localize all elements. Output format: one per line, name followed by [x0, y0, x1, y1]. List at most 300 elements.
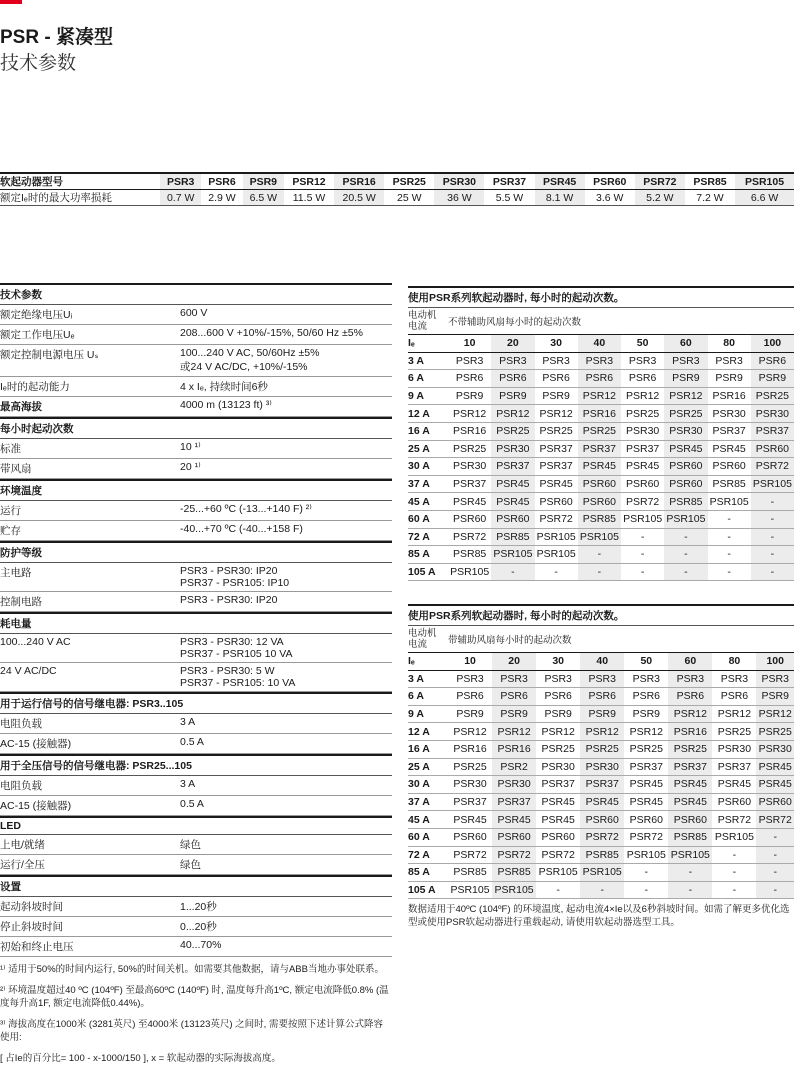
table-row: [408, 440, 794, 458]
parameter-row: [0, 459, 392, 479]
model-cell: PSR45: [536, 793, 580, 811]
model-cell: PSR105: [624, 846, 668, 864]
model-cell: PSR72: [624, 828, 668, 846]
model-cell: PSR45: [491, 475, 534, 493]
model-cell: PSR60: [708, 458, 751, 476]
model-cell: PSR45: [624, 793, 668, 811]
model-cell: -: [621, 528, 664, 546]
parameter-label: 24 V AC/DC: [0, 665, 57, 677]
model-cell: PSR9: [751, 370, 794, 388]
model-cell: PSR6: [492, 688, 536, 706]
parameter-label: 贮存: [0, 525, 21, 537]
model-cell: PSR6: [491, 370, 534, 388]
model-cell: PSR37: [580, 776, 624, 794]
model-cell: PSR72: [492, 846, 536, 864]
motor-current-cell: 12 A: [408, 405, 448, 423]
model-cell: PSR72: [535, 510, 578, 528]
model-cell: PSR6: [580, 688, 624, 706]
model-cell: -: [536, 881, 580, 899]
model-cell: -: [621, 546, 664, 564]
model-cell: PSR12: [492, 723, 536, 741]
motor-current-cell: 60 A: [408, 510, 448, 528]
parameter-label: 运行: [0, 505, 21, 517]
model-cell: PSR3: [580, 670, 624, 688]
parameter-value: 4000 m (13123 ft) ³⁾: [180, 399, 272, 411]
table-footnote: 数据适用于40ºC (104ºF) 的环境温度, 起动电流4×Ie以及6秒斜坡时间。如需了解更多优化选型或使用PSR软起动器进行重载起动, 请使用软起动器选型工具。: [408, 904, 790, 928]
model-cell: PSR25: [491, 422, 534, 440]
model-header: PSR60: [585, 173, 635, 190]
model-cell: PSR85: [492, 864, 536, 882]
brand-accent-bar: [0, 0, 22, 4]
power-loss-cell: 11.5 W: [284, 190, 334, 206]
table-description: 不带辅助风扇每小时的起动次数: [448, 317, 582, 328]
table-row: [408, 405, 794, 423]
power-loss-cell: 25 W: [384, 190, 434, 206]
model-header: PSR3: [160, 173, 201, 190]
parameter-row: [0, 305, 392, 325]
model-cell: -: [624, 864, 668, 882]
model-cell: PSR105: [664, 510, 707, 528]
model-cell: PSR105: [448, 563, 491, 581]
power-loss-cell: 2.9 W: [201, 190, 242, 206]
model-cell: PSR37: [624, 758, 668, 776]
starts-column-header: 40: [580, 653, 624, 670]
parameter-label: 电阻负载: [0, 780, 42, 792]
model-header: PSR6: [201, 173, 242, 190]
model-cell: PSR30: [708, 405, 751, 423]
model-cell: -: [708, 563, 751, 581]
model-cell: PSR30: [756, 740, 794, 758]
model-cell: PSR45: [492, 811, 536, 829]
motor-current-cell: 45 A: [408, 811, 448, 829]
model-cell: PSR9: [448, 387, 491, 405]
model-cell: PSR60: [578, 475, 621, 493]
starts-column-header: 80: [712, 653, 756, 670]
model-cell: -: [708, 546, 751, 564]
model-cell: PSR45: [491, 493, 534, 511]
power-loss-cell: 36 W: [434, 190, 484, 206]
model-cell: PSR12: [712, 705, 756, 723]
model-cell: -: [578, 546, 621, 564]
model-cell: PSR105: [580, 864, 624, 882]
parameter-value: PSR3 - PSR30: 12 VA PSR37 - PSR105 10 VA: [180, 636, 293, 660]
section-header: 技术参数: [0, 283, 392, 305]
parameter-label: 起动斜坡时间: [0, 901, 63, 913]
model-cell: PSR45: [448, 493, 491, 511]
model-cell: PSR60: [756, 793, 794, 811]
model-cell: -: [668, 864, 712, 882]
model-cell: PSR9: [580, 705, 624, 723]
page-subtitle: 技术参数: [0, 53, 77, 74]
model-cell: PSR105: [751, 475, 794, 493]
model-cell: PSR30: [664, 422, 707, 440]
table-row: [408, 846, 794, 864]
table-row: [408, 776, 794, 794]
motor-current-cell: 25 A: [408, 758, 448, 776]
parameter-value: 10 ¹⁾: [180, 441, 201, 453]
model-header: PSR72: [635, 173, 685, 190]
model-cell: PSR72: [448, 528, 491, 546]
motor-current-cell: 30 A: [408, 776, 448, 794]
parameter-value: 40...70%: [180, 939, 222, 951]
table-row: [408, 528, 794, 546]
model-cell: -: [756, 881, 794, 899]
starts-column-header: 50: [624, 653, 668, 670]
model-cell: PSR3: [668, 670, 712, 688]
model-cell: PSR60: [751, 440, 794, 458]
parameter-label: 额定绝缘电压Uᵢ: [0, 309, 73, 321]
model-cell: PSR85: [491, 528, 534, 546]
power-loss-cell: 5.5 W: [484, 190, 534, 206]
starts-column-header: 50: [621, 335, 664, 352]
motor-current-cell: 72 A: [408, 846, 448, 864]
model-cell: PSR45: [756, 758, 794, 776]
loss-label: 额定Iₑ时的最大功率损耗: [0, 190, 160, 206]
table-title: 使用PSR系列软起动器时, 每小时的起动次数。: [408, 286, 794, 308]
model-cell: PSR105: [448, 881, 492, 899]
model-cell: PSR30: [491, 440, 534, 458]
parameter-row: [0, 521, 392, 541]
starts-column-header: 30: [536, 653, 580, 670]
model-cell: PSR12: [535, 405, 578, 423]
motor-current-cell: 85 A: [408, 546, 448, 564]
model-cell: PSR85: [664, 493, 707, 511]
table-row: [408, 510, 794, 528]
parameter-label: 额定工作电压Uₑ: [0, 329, 75, 341]
model-cell: PSR9: [536, 705, 580, 723]
model-cell: PSR85: [578, 510, 621, 528]
model-cell: -: [712, 846, 756, 864]
table-row: [408, 758, 794, 776]
motor-current-cell: 45 A: [408, 493, 448, 511]
footnote: [ 占Ie的百分比= 100 - x-1000/150 ], x = 软起动器的实际海拔高度。: [0, 1053, 281, 1064]
model-cell: PSR105: [578, 528, 621, 546]
model-header: PSR25: [384, 173, 434, 190]
model-cell: -: [751, 493, 794, 511]
model-cell: PSR6: [448, 688, 492, 706]
model-cell: -: [751, 546, 794, 564]
model-cell: PSR25: [448, 440, 491, 458]
model-cell: PSR37: [712, 758, 756, 776]
model-cell: PSR72: [751, 458, 794, 476]
parameter-row: [0, 937, 392, 957]
model-cell: PSR3: [536, 670, 580, 688]
model-cell: PSR45: [624, 776, 668, 794]
model-cell: PSR9: [448, 705, 492, 723]
model-cell: PSR37: [751, 422, 794, 440]
parameter-value: 100...240 V AC, 50/60Hz ±5% 或24 V AC/DC, +10%/-15%: [180, 347, 320, 373]
model-cell: PSR72: [448, 846, 492, 864]
model-cell: PSR105: [536, 864, 580, 882]
footnote: ³⁾ 海拔高度在1000米 (3281英尺) 至4000米 (13123英尺) 之间时, 需要按照下述计算公式降容使用:: [0, 1019, 383, 1043]
parameter-label: 最高海拔: [0, 401, 42, 413]
model-cell: PSR60: [664, 475, 707, 493]
section-header: 每小时起动次数: [0, 417, 392, 439]
table-row: [408, 493, 794, 511]
model-cell: PSR105: [535, 546, 578, 564]
model-cell: PSR25: [712, 723, 756, 741]
model-header: PSR37: [484, 173, 534, 190]
motor-current-cell: 3 A: [408, 670, 448, 688]
model-cell: -: [578, 563, 621, 581]
model-cell: PSR9: [535, 387, 578, 405]
parameter-row: [0, 325, 392, 345]
section-header: 设置: [0, 875, 392, 897]
motor-current-cell: 9 A: [408, 387, 448, 405]
parameter-label: 上电/就绪: [0, 839, 45, 851]
model-header: PSR9: [243, 173, 284, 190]
section-header: 耗电量: [0, 612, 392, 634]
motor-current-cell: 72 A: [408, 528, 448, 546]
model-cell: -: [756, 846, 794, 864]
model-cell: PSR25: [536, 740, 580, 758]
model-cell: PSR9: [708, 370, 751, 388]
parameter-label: 初始和终止电压: [0, 941, 74, 953]
parameter-value: 0.5 A: [180, 736, 204, 748]
model-cell: PSR16: [492, 740, 536, 758]
model-cell: PSR45: [708, 440, 751, 458]
ie-header: Iₑ: [408, 653, 448, 670]
motor-current-cell: 85 A: [408, 864, 448, 882]
parameter-label: 带风扇: [0, 463, 32, 475]
starts-table-no-fan: [408, 286, 794, 581]
model-header: PSR85: [685, 173, 735, 190]
model-cell: PSR25: [621, 405, 664, 423]
parameter-label: Iₑ时的起动能力: [0, 381, 70, 393]
model-header: PSR16: [334, 173, 384, 190]
parameter-value: PSR3 - PSR30: IP20 PSR37 - PSR105: IP10: [180, 565, 290, 589]
starts-column-header: 60: [664, 335, 707, 352]
model-cell: PSR12: [580, 723, 624, 741]
motor-current-cell: 6 A: [408, 688, 448, 706]
starts-column-header: 100: [756, 653, 794, 670]
model-cell: PSR72: [536, 846, 580, 864]
model-cell: PSR9: [492, 705, 536, 723]
footnote: ¹⁾ 适用于50%的时间内运行, 50%的时间关机。如需要其他数据，请与ABB当地办事处联系。: [0, 964, 384, 975]
table-row: [408, 864, 794, 882]
starts-column-header: 100: [751, 335, 794, 352]
parameter-value: 绿色: [180, 839, 201, 851]
parameter-value: 0.5 A: [180, 798, 204, 810]
model-header: PSR12: [284, 173, 334, 190]
model-cell: PSR30: [448, 458, 491, 476]
model-header: PSR30: [434, 173, 484, 190]
model-cell: PSR3: [578, 352, 621, 370]
parameter-row: [0, 663, 392, 692]
model-cell: PSR60: [448, 510, 491, 528]
model-cell: PSR72: [580, 828, 624, 846]
model-cell: -: [621, 563, 664, 581]
model-cell: PSR37: [448, 793, 492, 811]
table-row: [408, 705, 794, 723]
model-cell: PSR37: [668, 758, 712, 776]
model-cell: PSR30: [751, 405, 794, 423]
table-row: [408, 828, 794, 846]
parameter-row: [0, 397, 392, 417]
table-row: [408, 458, 794, 476]
section-header: 防护等级: [0, 541, 392, 563]
model-cell: PSR45: [668, 776, 712, 794]
section-header: 环境温度: [0, 479, 392, 501]
model-cell: PSR72: [621, 493, 664, 511]
parameter-row: [0, 855, 392, 875]
model-cell: PSR60: [668, 811, 712, 829]
parameter-label: AC-15 (接触器): [0, 738, 72, 750]
parameter-row: [0, 377, 392, 397]
model-cell: PSR37: [448, 475, 491, 493]
model-cell: PSR25: [624, 740, 668, 758]
motor-current-cell: 16 A: [408, 740, 448, 758]
motor-current-cell: 105 A: [408, 881, 448, 899]
model-cell: PSR6: [751, 352, 794, 370]
model-cell: PSR30: [492, 776, 536, 794]
starts-column-header: 10: [448, 335, 491, 352]
model-cell: -: [751, 510, 794, 528]
model-cell: PSR60: [712, 793, 756, 811]
model-cell: PSR105: [535, 528, 578, 546]
ie-header: Iₑ: [408, 335, 448, 352]
parameter-label: 标准: [0, 443, 21, 455]
model-cell: PSR30: [448, 776, 492, 794]
table-title: 使用PSR系列软起动器时, 每小时的起动次数。: [408, 604, 794, 626]
model-cell: PSR60: [664, 458, 707, 476]
parameter-value: -40...+70 ºC (-40...+158 F): [180, 523, 303, 535]
parameter-row: [0, 501, 392, 521]
model-cell: PSR60: [535, 493, 578, 511]
model-cell: PSR60: [621, 475, 664, 493]
model-cell: PSR37: [492, 793, 536, 811]
model-cell: PSR105: [708, 493, 751, 511]
model-cell: -: [664, 528, 707, 546]
model-cell: PSR9: [624, 705, 668, 723]
model-cell: PSR85: [580, 846, 624, 864]
model-cell: PSR25: [578, 422, 621, 440]
model-cell: -: [624, 881, 668, 899]
parameter-label: 控制电路: [0, 596, 42, 608]
power-loss-cell: 5.2 W: [635, 190, 685, 206]
model-cell: PSR12: [536, 723, 580, 741]
model-cell: PSR3: [448, 352, 491, 370]
table-row: [408, 670, 794, 688]
technical-parameters: [0, 283, 392, 1073]
parameter-value: -25...+60 ºC (-13...+140 F) ²⁾: [180, 503, 312, 515]
model-cell: PSR85: [448, 546, 491, 564]
model-cell: PSR25: [535, 422, 578, 440]
parameter-label: 额定控制电源电压 Uₛ: [0, 349, 99, 361]
model-cell: PSR85: [448, 864, 492, 882]
starts-column-header: 20: [491, 335, 534, 352]
model-cell: PSR60: [491, 510, 534, 528]
table-description: 带辅助风扇每小时的起动次数: [448, 635, 572, 646]
model-cell: PSR6: [536, 688, 580, 706]
parameter-row: [0, 563, 392, 592]
model-cell: PSR37: [536, 776, 580, 794]
parameter-row: [0, 714, 392, 734]
model-cell: PSR45: [664, 440, 707, 458]
model-cell: PSR12: [578, 387, 621, 405]
parameter-label: 主电路: [0, 567, 32, 579]
parameter-row: [0, 592, 392, 612]
parameter-value: 0...20秒: [180, 921, 217, 933]
model-cell: PSR45: [580, 793, 624, 811]
parameter-row: [0, 835, 392, 855]
parameter-row: [0, 917, 392, 937]
model-cell: PSR85: [708, 475, 751, 493]
table-row: [408, 723, 794, 741]
section-header: 用于运行信号的信号继电器: PSR3..105: [0, 692, 392, 714]
model-cell: -: [712, 864, 756, 882]
motor-current-cell: 37 A: [408, 475, 448, 493]
model-cell: PSR37: [708, 422, 751, 440]
parameter-value: 3 A: [180, 716, 196, 728]
model-cell: PSR60: [536, 828, 580, 846]
model-cell: PSR12: [756, 705, 794, 723]
model-cell: PSR60: [492, 828, 536, 846]
table-row: [408, 793, 794, 811]
motor-current-cell: 105 A: [408, 563, 448, 581]
model-cell: PSR6: [621, 370, 664, 388]
power-loss-cell: 7.2 W: [685, 190, 735, 206]
model-cell: PSR6: [712, 688, 756, 706]
model-cell: PSR6: [668, 688, 712, 706]
section-header: 用于全压信号的信号继电器: PSR25...105: [0, 754, 392, 776]
model-cell: PSR72: [712, 811, 756, 829]
model-cell: PSR45: [621, 458, 664, 476]
motor-current-cell: 37 A: [408, 793, 448, 811]
parameter-label: 100...240 V AC: [0, 636, 71, 648]
model-cell: PSR3: [712, 670, 756, 688]
model-cell: PSR6: [535, 370, 578, 388]
model-cell: PSR16: [448, 740, 492, 758]
parameter-row: [0, 734, 392, 754]
model-cell: PSR25: [580, 740, 624, 758]
table-row: [408, 563, 794, 581]
parameter-value: 208...600 V +10%/-15%, 50/60 Hz ±5%: [180, 327, 363, 339]
model-cell: PSR45: [668, 793, 712, 811]
model-cell: PSR85: [668, 828, 712, 846]
power-loss-cell: 0.7 W: [160, 190, 201, 206]
model-cell: PSR37: [491, 458, 534, 476]
model-cell: -: [664, 563, 707, 581]
model-cell: PSR45: [535, 475, 578, 493]
model-cell: -: [491, 563, 534, 581]
model-cell: -: [708, 510, 751, 528]
model-cell: PSR16: [448, 422, 491, 440]
model-cell: PSR12: [448, 405, 491, 423]
model-cell: -: [751, 528, 794, 546]
section-header: LED: [0, 816, 392, 835]
motor-current-cell: 9 A: [408, 705, 448, 723]
model-cell: PSR12: [624, 723, 668, 741]
model-cell: PSR60: [580, 811, 624, 829]
parameter-value: 1...20秒: [180, 901, 217, 913]
model-cell: PSR105: [492, 881, 536, 899]
model-cell: -: [708, 528, 751, 546]
model-cell: PSR60: [448, 828, 492, 846]
table-row: [408, 740, 794, 758]
model-cell: PSR25: [756, 723, 794, 741]
model-cell: PSR105: [621, 510, 664, 528]
model-cell: PSR30: [536, 758, 580, 776]
model-cell: -: [751, 563, 794, 581]
model-cell: PSR3: [624, 670, 668, 688]
motor-current-cell: 6 A: [408, 370, 448, 388]
model-cell: PSR16: [708, 387, 751, 405]
model-cell: PSR37: [621, 440, 664, 458]
model-cell: -: [664, 546, 707, 564]
model-cell: -: [580, 881, 624, 899]
parameter-value: 20 ¹⁾: [180, 461, 201, 473]
